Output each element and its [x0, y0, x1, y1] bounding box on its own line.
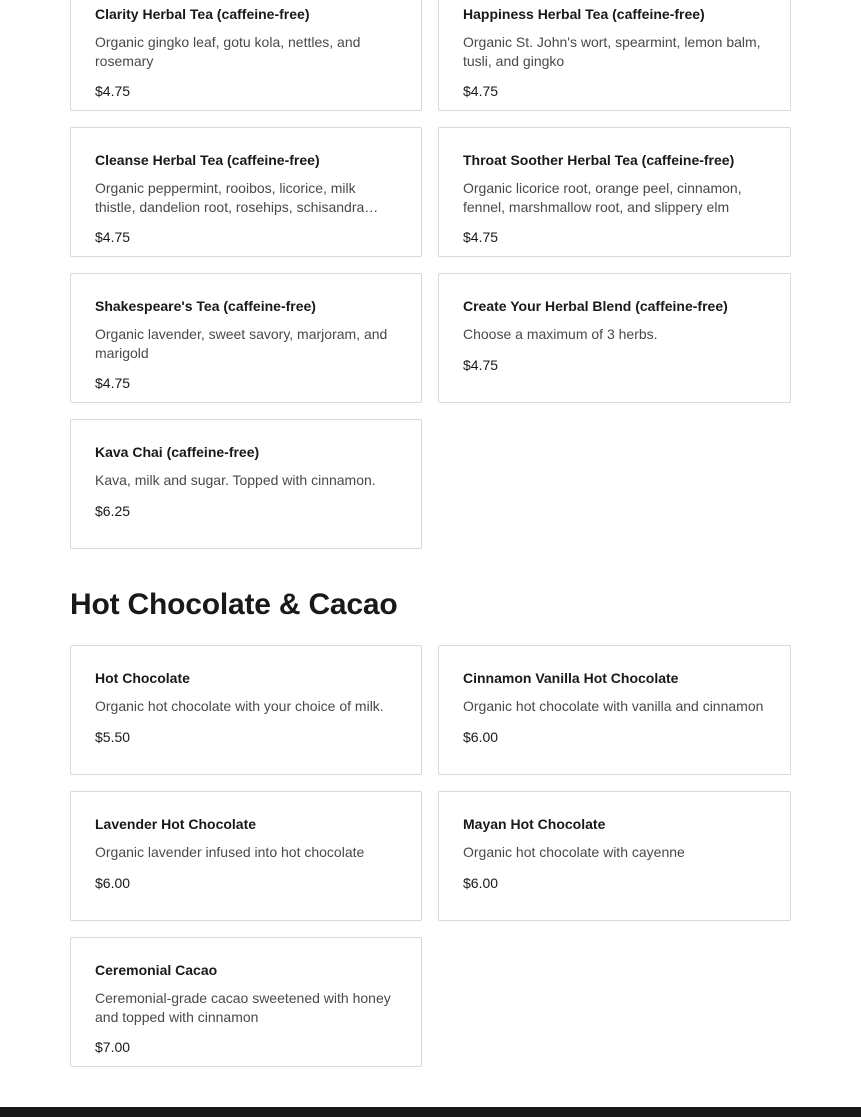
menu-item-title: Hot Chocolate [95, 670, 190, 686]
menu-item-card[interactable] [70, 645, 422, 775]
menu-item-description: Choose a maximum of 3 herbs. [463, 326, 658, 342]
menu-item-card[interactable] [438, 127, 791, 257]
menu-item-description: Kava, milk and sugar. Topped with cinnamon. [95, 472, 376, 488]
menu-item-price: $4.75 [463, 356, 499, 373]
menu-item-description: Organic lavender infused into hot chocolate [95, 844, 365, 860]
menu-item-description: Organic peppermint, rooibos, licorice, milk thistle, dandelion root, rosehips, schisandra… [95, 180, 379, 215]
menu-item-price: $6.00 [463, 728, 499, 745]
menu-item-description: Organic gingko leaf, gotu kola, nettles, and rosemary [95, 34, 361, 69]
menu-item-price: $4.75 [95, 83, 131, 99]
menu-item-price: $4.75 [95, 375, 131, 391]
menu-item-price: $4.75 [463, 83, 499, 99]
tea-menu-grid [70, 0, 791, 549]
menu-item-description: Organic St. John's wort, spearmint, lemon balm, tusli, and gingko [463, 34, 761, 69]
menu-item-title: Mayan Hot Chocolate [463, 816, 606, 832]
menu-item-card[interactable] [70, 0, 422, 111]
menu-item-price: $7.00 [95, 1039, 131, 1055]
menu-item-card[interactable] [438, 0, 791, 111]
menu-item-description: Organic hot chocolate with vanilla and cinnamon [463, 698, 764, 714]
menu-item-description: Organic licorice root, orange peel, cinnamon, fennel, marshmallow root, and slippery elm [463, 180, 742, 215]
hot-chocolate-menu-grid [70, 645, 791, 1067]
menu-item-title: Clarity Herbal Tea (caffeine-free) [95, 6, 310, 22]
menu-item-price: $6.00 [95, 874, 131, 891]
menu-item-description: Organic hot chocolate with your choice of milk. [95, 698, 384, 714]
menu-item-description: Ceremonial-grade cacao sweetened with honey and topped with cinnamon [95, 990, 391, 1025]
menu-item-card[interactable] [70, 273, 422, 403]
menu-item-price: $4.75 [463, 229, 499, 245]
menu-item-title: Lavender Hot Chocolate [95, 816, 257, 832]
menu-item-description: Organic lavender, sweet savory, marjoram, and marigold [95, 326, 388, 361]
menu-item-title: Happiness Herbal Tea (caffeine-free) [463, 6, 705, 22]
menu-item-card[interactable] [70, 127, 422, 257]
menu-item-title: Cinnamon Vanilla Hot Chocolate [463, 670, 679, 686]
menu-item-card[interactable] [438, 273, 791, 403]
menu-item-card[interactable] [70, 791, 422, 921]
menu-item-price: $4.75 [95, 229, 131, 245]
section-heading-hot-chocolate: Hot Chocolate & Cacao [70, 588, 398, 621]
menu-item-price: $6.00 [463, 874, 499, 891]
menu-item-card[interactable] [70, 937, 422, 1067]
menu-item-card[interactable] [438, 791, 791, 921]
menu-item-title: Kava Chai (caffeine-free) [95, 444, 260, 460]
menu-item-price: $5.50 [95, 728, 131, 745]
page-footer [0, 1107, 861, 1117]
menu-item-card[interactable] [70, 419, 422, 549]
menu-item-title: Shakespeare's Tea (caffeine-free) [95, 298, 316, 314]
menu-item-title: Create Your Herbal Blend (caffeine-free) [463, 298, 728, 314]
menu-item-price: $6.25 [95, 502, 131, 519]
menu-item-title: Cleanse Herbal Tea (caffeine-free) [95, 152, 320, 168]
menu-item-card[interactable] [438, 645, 791, 775]
menu-item-title: Throat Soother Herbal Tea (caffeine-free) [463, 152, 735, 168]
menu-item-title: Ceremonial Cacao [95, 962, 218, 978]
menu-item-description: Organic hot chocolate with cayenne [463, 844, 685, 860]
